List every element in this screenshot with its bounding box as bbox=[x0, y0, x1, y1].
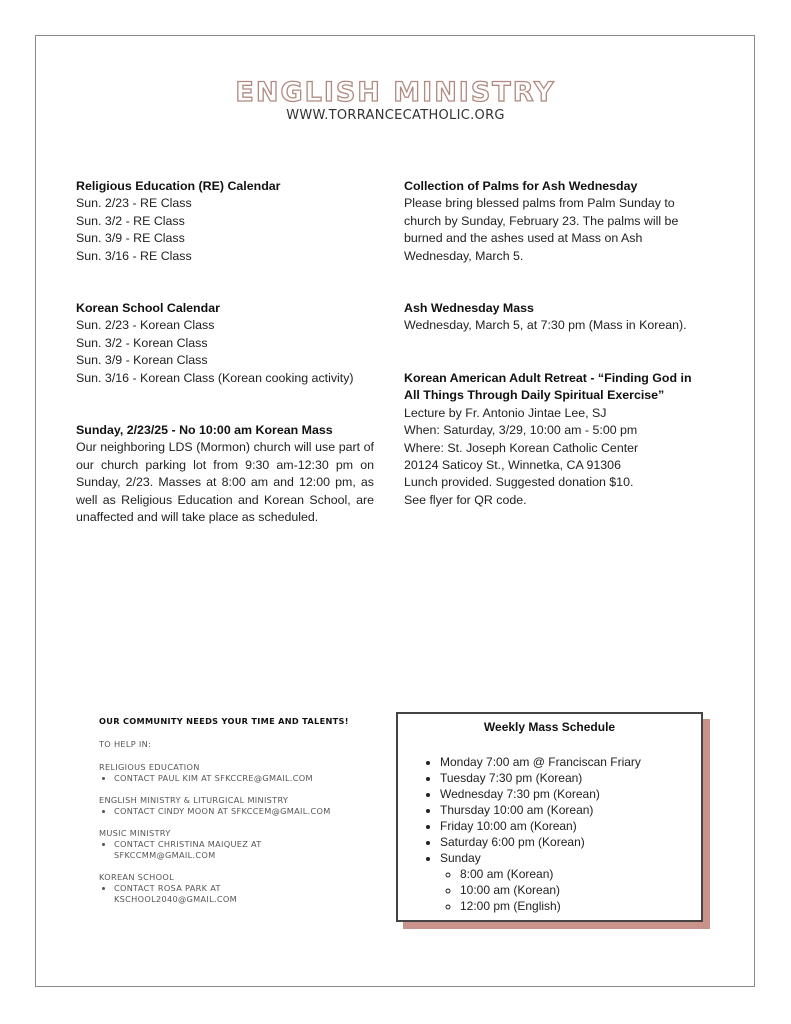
sunday-mass-item: ◦ 8:00 am (Korean) bbox=[460, 866, 701, 882]
group-name: KOREAN SCHOOL bbox=[99, 872, 174, 882]
retreat-line: Where: St. Joseph Korean Catholic Center bbox=[404, 440, 639, 455]
korean-school-heading: Korean School Calendar bbox=[76, 301, 220, 315]
no-mass-heading: Sunday, 2/23/25 - No 10:00 am Korean Mass bbox=[76, 423, 333, 437]
mass-schedule-title: Weekly Mass Schedule bbox=[483, 720, 616, 734]
group-name: RELIGIOUS EDUCATION bbox=[99, 762, 200, 772]
group-name: ENGLISH MINISTRY & LITURGICAL MINISTRY bbox=[99, 795, 289, 805]
retreat-line: 20124 Saticoy St., Winnetka, CA 91306 bbox=[404, 458, 621, 473]
group-contact: • CONTACT CINDY MOON AT SFKCCEM@GMAIL.COM bbox=[114, 806, 369, 817]
mass-item: • Thursday 10:00 am (Korean) bbox=[440, 802, 701, 818]
re-calendar-item: Sun. 3/16 - RE Class bbox=[76, 248, 192, 263]
mass-item: • Wednesday 7:30 pm (Korean) bbox=[440, 786, 701, 802]
palms-body: Please bring blessed palms from Palm Sunday to church by Sunday, February 23. The palms will be burned and the ashes used at Mass on Ash Wednesday, March 5. bbox=[404, 196, 679, 263]
mass-item: • Tuesday 7:30 pm (Korean) bbox=[440, 770, 701, 786]
community-group bbox=[99, 872, 369, 905]
sunday-mass-item: ◦ 10:00 am (Korean) bbox=[460, 882, 701, 898]
community-title: OUR COMMUNITY NEEDS YOUR TIME AND TALENTS! bbox=[99, 716, 349, 726]
group-contact: • CONTACT PAUL KIM AT SFKCCRE@GMAIL.COM bbox=[114, 773, 369, 784]
retreat-heading: Korean American Adult Retreat - “Finding God in All Things Through Daily Spiritual Exercise” bbox=[404, 371, 692, 403]
korean-school-item: Sun. 3/9 - Korean Class bbox=[76, 353, 208, 368]
retreat-line: Lunch provided. Suggested donation $10. bbox=[404, 475, 634, 490]
community-group bbox=[99, 762, 369, 784]
retreat-line: See flyer for QR code. bbox=[404, 492, 527, 507]
re-calendar-item: Sun. 3/9 - RE Class bbox=[76, 231, 185, 246]
re-calendar-heading: Religious Education (RE) Calendar bbox=[76, 179, 281, 193]
ash-wednesday-body: Wednesday, March 5, at 7:30 pm (Mass in Korean). bbox=[404, 318, 687, 333]
mass-schedule-box bbox=[396, 712, 703, 922]
group-name: MUSIC MINISTRY bbox=[99, 828, 171, 838]
mass-item: • Monday 7:00 am @ Franciscan Friary bbox=[440, 754, 701, 770]
sunday-mass-item: ◦ 12:00 pm (English) bbox=[460, 898, 701, 914]
no-mass-section bbox=[76, 422, 374, 526]
retreat-line: Lecture by Fr. Antonio Jintae Lee, SJ bbox=[404, 405, 607, 420]
page-title: ENGLISH MINISTRY bbox=[235, 77, 556, 108]
website-url: WWW.TORRANCECATHOLIC.ORG bbox=[286, 108, 505, 123]
korean-school-item: Sun. 3/2 - Korean Class bbox=[76, 335, 208, 350]
korean-school-item: Sun. 3/16 - Korean Class (Korean cooking activity) bbox=[76, 370, 354, 385]
mass-item-sunday bbox=[440, 850, 701, 914]
community-subtitle: TO HELP IN: bbox=[99, 739, 152, 749]
sunday-label: Sunday bbox=[440, 851, 481, 865]
group-contact: • CONTACT CHRISTINA MAIQUEZ AT SFKCCMM@GMAIL.COM bbox=[114, 839, 289, 861]
palms-section bbox=[404, 178, 704, 265]
ash-wednesday-section bbox=[404, 300, 714, 335]
group-contact: • CONTACT ROSA PARK AT KSCHOOL2040@GMAIL.COM bbox=[114, 883, 264, 905]
re-calendar-item: Sun. 3/2 - RE Class bbox=[76, 213, 185, 228]
korean-school-item: Sun. 2/23 - Korean Class bbox=[76, 318, 215, 333]
retreat-line: When: Saturday, 3/29, 10:00 am - 5:00 pm bbox=[404, 423, 638, 438]
re-calendar-item: Sun. 2/23 - RE Class bbox=[76, 196, 192, 211]
community-group bbox=[99, 828, 369, 861]
korean-school-section bbox=[76, 300, 376, 387]
mass-item: • Friday 10:00 am (Korean) bbox=[440, 818, 701, 834]
palms-heading: Collection of Palms for Ash Wednesday bbox=[404, 179, 638, 193]
community-group bbox=[99, 795, 369, 817]
ash-wednesday-heading: Ash Wednesday Mass bbox=[404, 301, 534, 315]
no-mass-body: Our neighboring LDS (Mormon) church will use part of our church parking lot from 9:30 am-12:30 pm on Sunday, 2/23. Masses at 8:00 am and 12:00 pm, as well as Religious Education and Korean School, are unaffected and will take place as scheduled. bbox=[76, 440, 374, 525]
re-calendar-section bbox=[76, 178, 376, 265]
mass-item: • Saturday 6:00 pm (Korean) bbox=[440, 834, 701, 850]
community-section bbox=[99, 716, 369, 916]
retreat-section bbox=[404, 370, 709, 509]
